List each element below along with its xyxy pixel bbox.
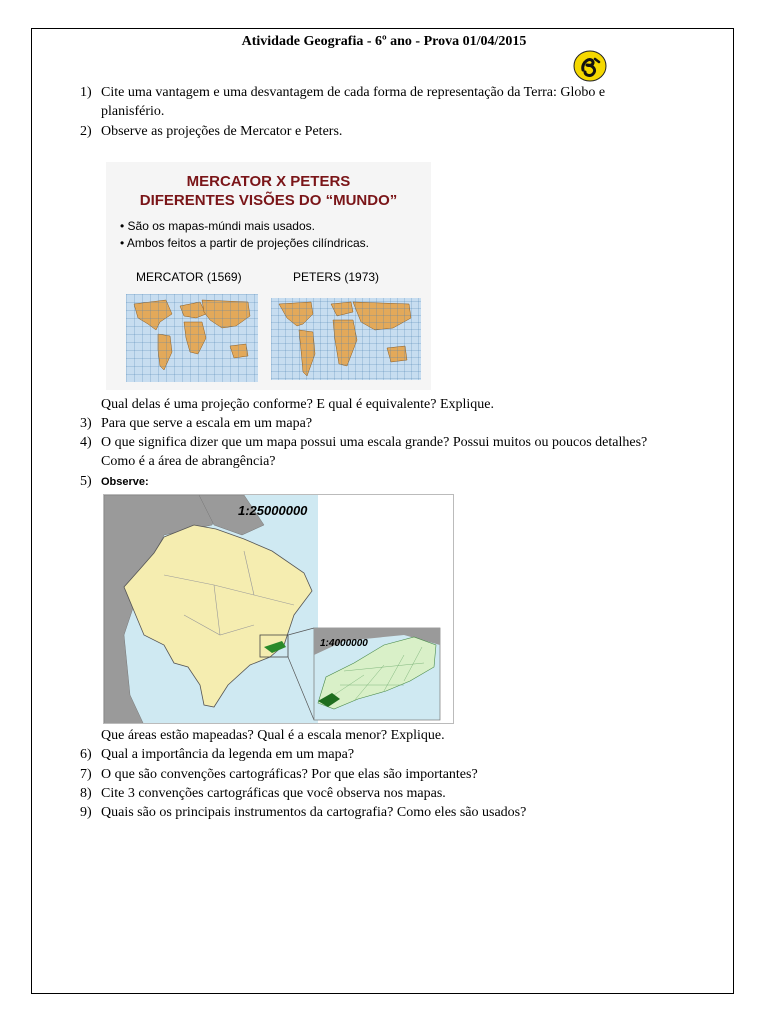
- question-8-number: 8): [80, 786, 92, 801]
- question-5-number: 5): [80, 474, 92, 489]
- school-logo-icon: [573, 50, 607, 82]
- figure-title-1: MERCATOR X PETERS: [186, 173, 351, 190]
- page-title: Atividade Geografia - 6º ano - Prova 01/04/2015: [241, 34, 527, 49]
- question-2-number: 2): [80, 124, 92, 139]
- question-9-text: Quais são os principais instrumentos da cartografia? Como eles são usados?: [101, 805, 527, 820]
- peters-caption: PETERS (1973): [293, 270, 380, 284]
- mercator-map: [126, 294, 258, 382]
- question-2-text: Observe as projeções de Mercator e Peters.: [101, 124, 343, 139]
- scale-label-large: 1:25000000: [238, 503, 308, 518]
- question-5-text: Observe:: [101, 476, 149, 488]
- question-3-number: 3): [80, 416, 92, 431]
- question-6-text: Qual a importância da legenda em um mapa?: [101, 747, 355, 762]
- peters-map: [271, 294, 421, 380]
- figure-title-2: DIFERENTES VISÕES DO “MUNDO”: [139, 192, 398, 209]
- question-1-text-cont: planisfério.: [101, 104, 165, 119]
- question-4-number: 4): [80, 435, 92, 450]
- question-3-text: Para que serve a escala em um mapa?: [101, 416, 313, 431]
- question-4-text-cont: Como é a área de abrangência?: [101, 454, 276, 469]
- figure-bullet-1: • São os mapas-múndi mais usados.: [120, 219, 315, 233]
- question-4-text: O que significa dizer que um mapa possui uma escala grande? Possui muitos ou poucos detalhes?: [101, 435, 648, 450]
- mercator-caption: MERCATOR (1569): [136, 270, 242, 284]
- figure-bullet-2: • Ambos feitos a partir de projeções cilíndricas.: [120, 236, 369, 250]
- brazil-scale-figure: [103, 494, 454, 724]
- brazil-map: [104, 495, 454, 724]
- question-6-number: 6): [80, 747, 92, 762]
- question-2-followup: Qual delas é uma projeção conforme? E qual é equivalente? Explique.: [101, 397, 494, 412]
- mercator-peters-figure: [106, 162, 431, 390]
- question-1-text: Cite uma vantagem e uma desvantagem de cada forma de representação da Terra: Globo e: [101, 85, 606, 100]
- question-1-number: 1): [80, 85, 92, 100]
- scale-label-small: 1:4000000: [320, 638, 368, 649]
- question-7-number: 7): [80, 767, 92, 782]
- question-7-text: O que são convenções cartográficas? Por que elas são importantes?: [101, 767, 478, 782]
- question-5-followup: Que áreas estão mapeadas? Qual é a escala menor? Explique.: [101, 728, 445, 743]
- question-8-text: Cite 3 convenções cartográficas que você observa nos mapas.: [101, 786, 446, 801]
- question-9-number: 9): [80, 805, 92, 820]
